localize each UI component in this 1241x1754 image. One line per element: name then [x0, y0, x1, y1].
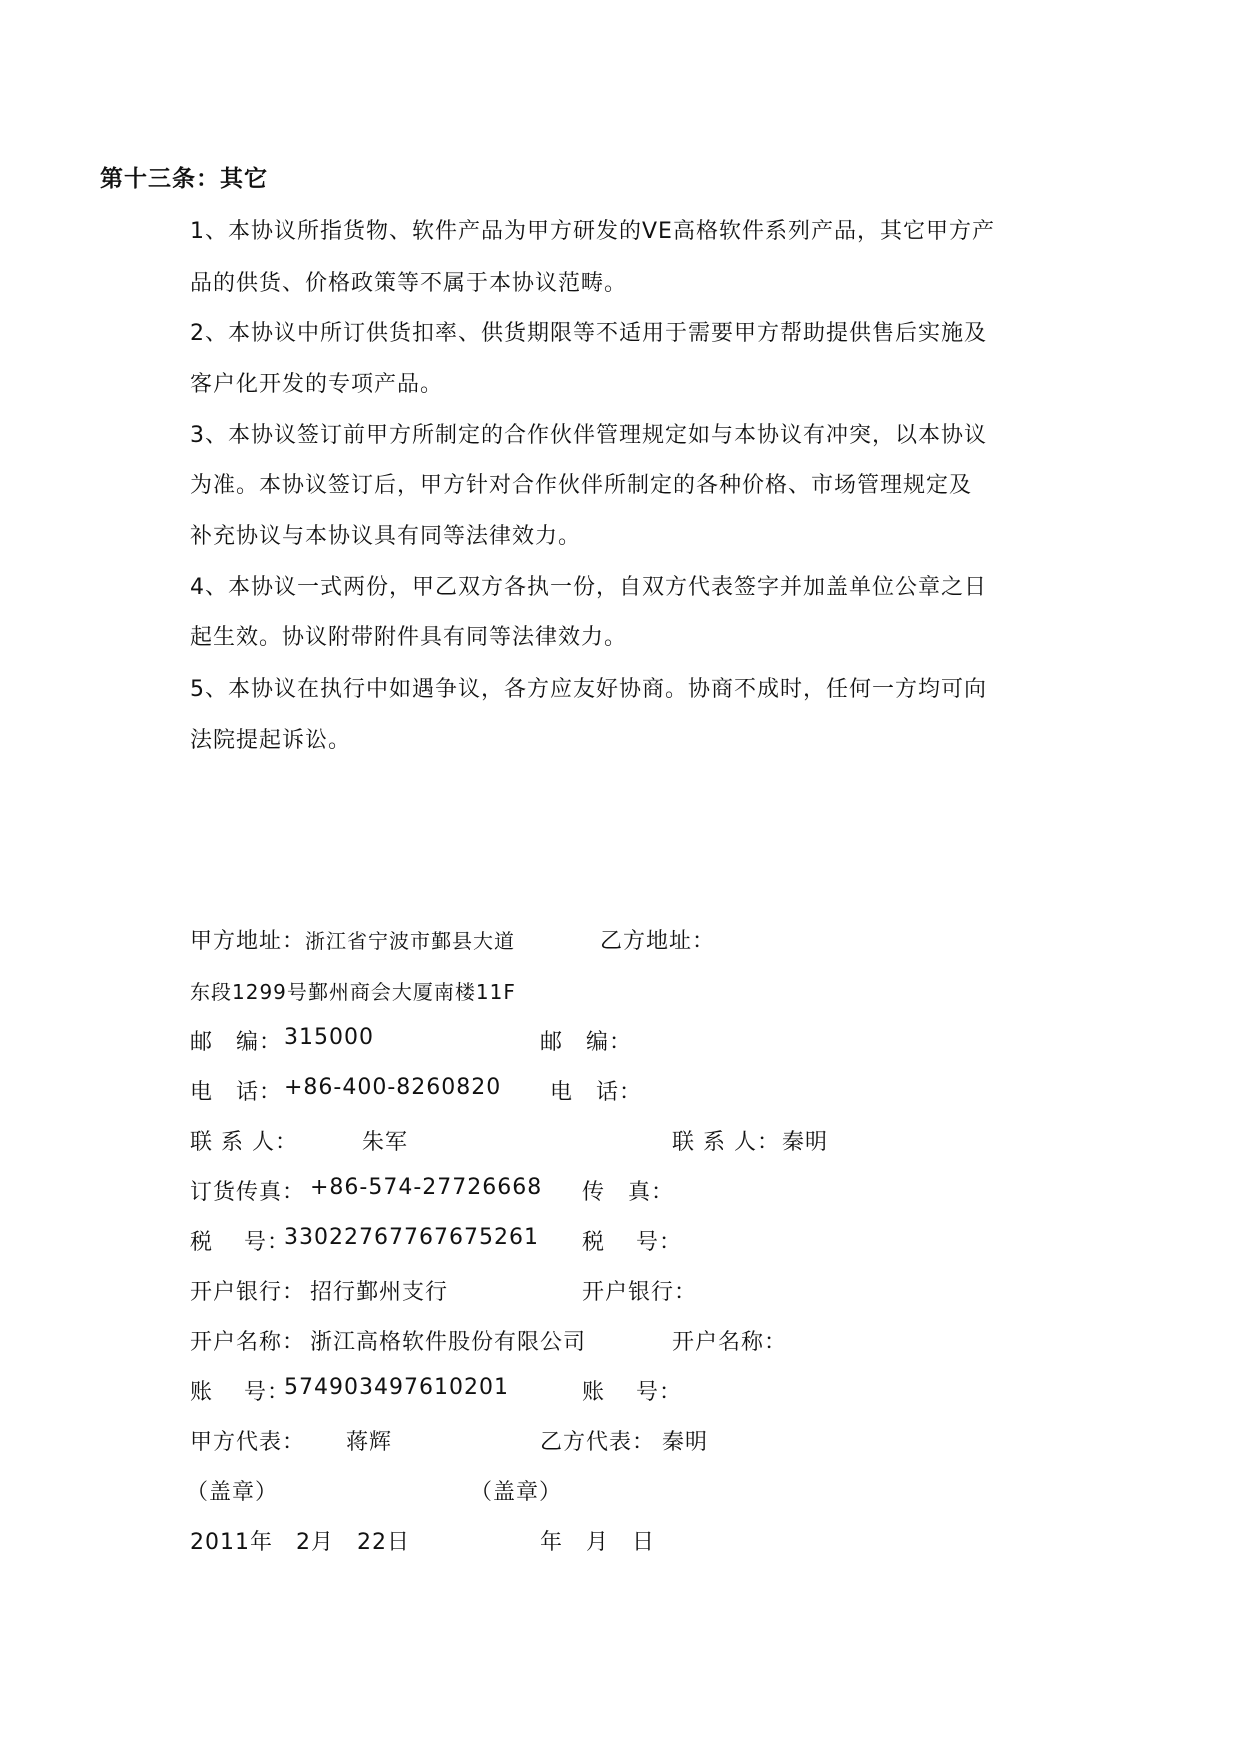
- party-a-fax: +86-574-27726668: [310, 1175, 543, 1200]
- party-a-seal: （盖章）: [186, 1480, 279, 1505]
- party-a-postcode-label: 邮 编：: [190, 1030, 283, 1055]
- party-b-tax-label: 税 号：: [582, 1230, 682, 1255]
- party-b-bank-label: 开户银行：: [582, 1280, 698, 1305]
- party-a-postcode: 315000: [284, 1025, 374, 1050]
- party-a-account-name: 浙江高格软件股份有限公司: [310, 1330, 587, 1355]
- party-a-tax-label: 税 号：: [190, 1230, 290, 1255]
- party-a-address-label: 甲方地址：: [190, 929, 306, 954]
- section-heading: 第十三条：其它: [100, 166, 268, 192]
- clause-line: 2、本协议中所订供货扣率、供货期限等不适用于需要甲方帮助提供售后实施及: [190, 321, 987, 346]
- party-a-contact-label: 联 系 人：: [190, 1130, 298, 1155]
- party-a-bank: 招行鄞州支行: [310, 1280, 449, 1305]
- clause-line: 4、本协议一式两份，甲乙双方各执一份，自双方代表签字并加盖单位公章之日: [190, 575, 987, 600]
- party-a-address-line2: 东段1299号鄞州商会大厦南楼11F: [190, 980, 516, 1004]
- party-a-date: 2011年 2月 22日: [190, 1530, 410, 1555]
- party-b-date: 年 月 日: [540, 1530, 656, 1555]
- party-a-contact: 朱军: [362, 1130, 409, 1155]
- clause-line: 法院提起诉讼。: [190, 728, 352, 753]
- party-a-rep-label: 甲方代表：: [190, 1430, 306, 1455]
- party-a-fax-label: 订货传真：: [190, 1180, 306, 1205]
- party-a-account: 574903497610201: [284, 1375, 509, 1400]
- clause-line: 起生效。协议附带附件具有同等法律效力。: [190, 625, 628, 650]
- clause-line: 品的供货、价格政策等不属于本协议范畴。: [190, 271, 628, 296]
- party-a-account-label: 账 号：: [190, 1380, 290, 1405]
- party-a-phone-label: 电 话：: [190, 1080, 283, 1105]
- clause-line: 1、本协议所指货物、软件产品为甲方研发的VE高格软件系列产品，其它甲方产: [190, 219, 995, 244]
- party-b-phone-label: 电 话：: [550, 1080, 643, 1105]
- clause-line: 5、本协议在执行中如遇争议，各方应友好协商。协商不成时，任何一方均可向: [190, 677, 987, 702]
- clause-line: 3、本协议签订前甲方所制定的合作伙伴管理规定如与本协议有冲突，以本协议: [190, 423, 987, 448]
- party-b-address-label: 乙方地址：: [600, 929, 716, 954]
- party-b-account-label: 账 号：: [582, 1380, 682, 1405]
- clause-line: 客户化开发的专项产品。: [190, 372, 444, 397]
- party-a-bank-label: 开户银行：: [190, 1280, 306, 1305]
- party-a-rep: 蒋辉: [346, 1430, 393, 1455]
- party-a-account-name-label: 开户名称：: [190, 1330, 306, 1355]
- party-b-contact-label: 联 系 人：: [672, 1130, 780, 1155]
- clause-line: 补充协议与本协议具有同等法律效力。: [190, 524, 582, 549]
- party-b-rep: 秦明: [662, 1430, 709, 1455]
- party-a-address-line1: 浙江省宁波市鄞县大道: [305, 929, 515, 953]
- party-b-fax-label: 传 真：: [582, 1180, 675, 1205]
- party-b-seal: （盖章）: [470, 1480, 563, 1505]
- party-b-rep-label: 乙方代表：: [540, 1430, 656, 1455]
- party-b-account-name-label: 开户名称：: [672, 1330, 788, 1355]
- party-a-phone: +86-400-8260820: [284, 1075, 502, 1100]
- party-a-tax: 33022767767675261: [284, 1225, 539, 1250]
- party-b-contact: 秦明: [782, 1130, 829, 1155]
- party-b-postcode-label: 邮 编：: [540, 1030, 633, 1055]
- clause-line: 为准。本协议签订后，甲方针对合作伙伴所制定的各种价格、市场管理规定及: [190, 473, 973, 498]
